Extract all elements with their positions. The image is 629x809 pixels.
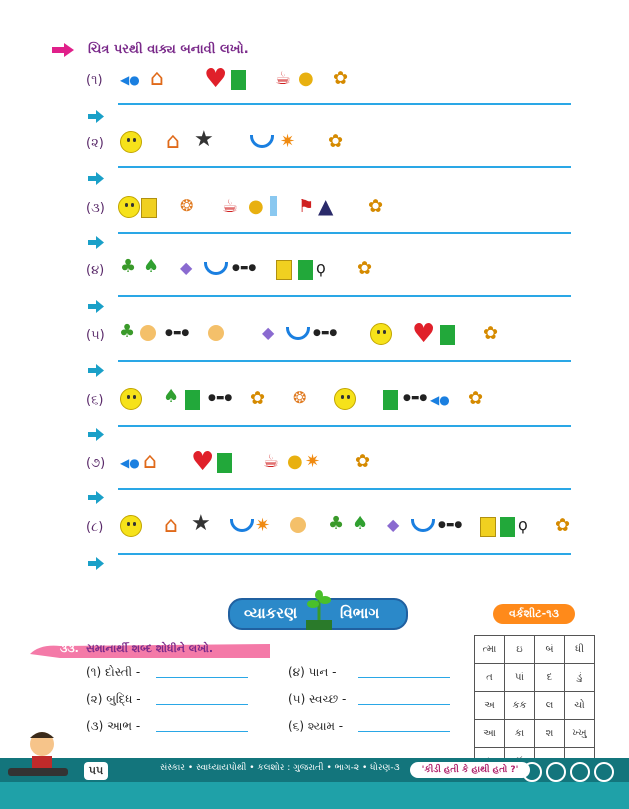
- house-icon: ⌂: [150, 66, 164, 91]
- synonym-word: (૨) બુદ્ધિ -: [86, 692, 141, 706]
- house-icon: ⌂: [164, 513, 178, 538]
- grid-cell[interactable]: ત: [475, 664, 505, 692]
- heart-icon: ♥: [412, 319, 436, 349]
- candle-icon: [270, 196, 277, 216]
- flower-icon: ✿: [250, 388, 266, 409]
- triangle-icon: ▲: [318, 194, 334, 218]
- synonym-word: (૩) આભ -: [86, 719, 141, 733]
- face-icon: [290, 517, 306, 533]
- question-number: ૩૩.: [60, 642, 79, 655]
- glasses-icon: ●▬●: [438, 520, 463, 530]
- mango-icon: ●: [298, 68, 314, 89]
- synonym-word: (૧) દોસ્તી -: [86, 665, 141, 679]
- banner-right-text: વિભાગ: [340, 604, 380, 622]
- glasses-icon: ●▬●: [313, 328, 338, 338]
- face-icon: [140, 325, 156, 341]
- sparkle-icon: ✷: [305, 451, 321, 472]
- moon-icon: [250, 135, 274, 148]
- answer-line[interactable]: [118, 360, 571, 362]
- top-icon: ◆: [180, 258, 193, 277]
- grid-cell[interactable]: ખ્ખુ: [565, 720, 595, 748]
- answer-line[interactable]: [118, 103, 571, 105]
- balloon-icon: ϙ: [316, 258, 326, 277]
- face-icon: [208, 325, 224, 341]
- grid-cell[interactable]: ધી: [565, 636, 595, 664]
- answer-line[interactable]: [118, 232, 571, 234]
- grid-cell[interactable]: લ: [535, 692, 565, 720]
- tree-icon: ♣: [328, 513, 345, 534]
- arrow-right-icon: [88, 428, 104, 441]
- glasses-icon: ●▬●: [232, 263, 257, 273]
- item-number: (૩): [86, 201, 105, 216]
- word-grid: [474, 635, 595, 776]
- star-icon: ★: [191, 511, 211, 536]
- moon-icon: [411, 519, 435, 532]
- arrow-right-icon: [88, 557, 104, 570]
- bubbles-decoration: [520, 760, 629, 784]
- cup-icon: ☕: [263, 451, 280, 472]
- synonym-answer-line[interactable]: [358, 677, 450, 678]
- plant-book-icon: [304, 590, 334, 632]
- moon-icon: [230, 519, 254, 532]
- item-number: (૭): [86, 456, 106, 471]
- grid-cell[interactable]: ચો: [565, 692, 595, 720]
- moon-icon: [204, 262, 228, 275]
- smiley-icon: [120, 388, 142, 410]
- answer-line[interactable]: [118, 166, 571, 168]
- flower-icon: ✿: [468, 388, 484, 409]
- glasses-icon: ●▬●: [165, 328, 190, 338]
- grid-row: [475, 692, 595, 720]
- grid-cell[interactable]: આ: [475, 720, 505, 748]
- glasses-icon: ●▬●: [403, 393, 428, 403]
- item-number: (૨): [86, 136, 104, 151]
- green-square-icon: [231, 70, 246, 90]
- tree-icon: ♣: [119, 321, 136, 342]
- balloon-icon: ϙ: [518, 515, 528, 534]
- smiley-icon: [334, 388, 356, 410]
- cup-icon: ☕: [275, 68, 292, 89]
- boy-mascot-icon: [8, 728, 78, 788]
- fish-icon: ◀●: [120, 456, 140, 470]
- grammar-section-banner: [228, 598, 408, 630]
- sweet-icon: ❂: [293, 388, 307, 407]
- grid-row: [475, 636, 595, 664]
- grid-cell[interactable]: ડું: [565, 664, 595, 692]
- green-square-icon: [440, 325, 455, 345]
- item-number: (૮): [86, 520, 104, 535]
- moon-icon: [286, 327, 310, 340]
- synonym-answer-line[interactable]: [156, 704, 248, 705]
- sweet-icon: ❂: [180, 196, 194, 215]
- mango-icon: ●: [248, 196, 264, 217]
- smiley-icon: [370, 323, 392, 345]
- flower-icon: ✿: [355, 451, 371, 472]
- grid-cell[interactable]: દ: [535, 664, 565, 692]
- arrow-right-icon: [52, 43, 74, 57]
- sparkle-icon: ✷: [255, 515, 271, 536]
- heart-icon: ♥: [191, 447, 215, 477]
- green-square-icon: [217, 453, 232, 473]
- arrow-right-icon: [88, 236, 104, 249]
- item-number: (૧): [86, 73, 103, 88]
- synonym-answer-line[interactable]: [358, 704, 450, 705]
- mango-icon: ●: [287, 451, 303, 472]
- heart-icon: ♥: [204, 64, 228, 94]
- green-square-icon: [500, 517, 515, 537]
- jar-icon: [276, 260, 292, 280]
- smiley-icon: [118, 196, 140, 218]
- arrow-right-icon: [88, 300, 104, 313]
- item-number: (૬): [86, 393, 104, 408]
- flower-icon: ✿: [333, 68, 349, 89]
- synonym-answer-line[interactable]: [156, 731, 248, 732]
- green-square-icon: [185, 390, 200, 410]
- star-icon: ★: [194, 127, 214, 152]
- grid-cell[interactable]: બં: [535, 636, 565, 664]
- arrow-right-icon: [88, 491, 104, 504]
- smiley-icon: [120, 131, 142, 153]
- synonym-word: (૪) પાન -: [288, 665, 337, 679]
- item-number: (૪): [86, 263, 105, 278]
- grid-cell[interactable]: શ: [535, 720, 565, 748]
- arrow-right-icon: [88, 172, 104, 185]
- fish-icon: ◀●: [120, 73, 140, 87]
- grid-cell[interactable]: અ: [475, 692, 505, 720]
- synonym-answer-line[interactable]: [358, 731, 450, 732]
- flower-icon: ✿: [483, 323, 499, 344]
- footer-slogan: 'કીડી હતી કે હાથી હતો ?': [410, 762, 530, 778]
- green-square-icon: [298, 260, 313, 280]
- glasses-icon: ●▬●: [208, 393, 233, 403]
- exercise-instruction: ચિત્ર પરથી વાક્ય બનાવી લખો.: [88, 42, 249, 57]
- grid-cell[interactable]: ઇ: [505, 636, 535, 664]
- leaf-icon: ♠: [143, 256, 160, 277]
- synonym-answer-line[interactable]: [156, 677, 248, 678]
- grid-cell[interactable]: કા: [505, 720, 535, 748]
- synonym-word: (૬) શ્યામ -: [288, 719, 344, 733]
- banner-left-text: વ્યાકરણ: [244, 604, 298, 622]
- grid-cell[interactable]: ત્મા: [475, 636, 505, 664]
- green-square-icon: [383, 390, 398, 410]
- arrow-right-icon: [88, 110, 104, 123]
- flower-icon: ✿: [555, 515, 571, 536]
- answer-line[interactable]: [118, 295, 571, 297]
- leaf-icon: ♠: [163, 386, 180, 407]
- answer-line[interactable]: [118, 553, 571, 555]
- fish-icon: ◀●: [430, 393, 450, 407]
- top-icon: ◆: [262, 323, 275, 342]
- grid-cell[interactable]: કક: [505, 692, 535, 720]
- question-instruction: સમાનાર્થી શબ્દ શોધીને લખો.: [86, 642, 214, 655]
- house-icon: ⌂: [166, 129, 180, 154]
- flower-icon: ✿: [368, 196, 384, 217]
- tree-icon: ♣: [120, 256, 137, 277]
- answer-line[interactable]: [118, 488, 571, 490]
- sparkle-icon: ✷: [280, 131, 296, 152]
- page-number: ૫૫: [84, 762, 108, 780]
- jar-icon: [141, 198, 157, 218]
- leaf-icon: ♠: [352, 513, 369, 534]
- answer-line[interactable]: [118, 425, 571, 427]
- worksheet-badge: વર્કશીટ-૧૩: [493, 604, 575, 624]
- top-icon: ◆: [387, 515, 400, 534]
- flower-icon: ✿: [328, 131, 344, 152]
- flag-icon: ⚑: [298, 196, 315, 217]
- arrow-right-icon: [88, 364, 104, 377]
- footer-text: સંસ્કાર • સ્વાધ્યાયપોથી • કલશોર : ગુજરાતી • ભાગ-૨ • ધોરણ-૩: [160, 763, 400, 773]
- synonym-word: (૫) સ્વચ્છ -: [288, 692, 347, 706]
- grid-row: [475, 720, 595, 748]
- grid-cell[interactable]: પાં: [505, 664, 535, 692]
- jar-icon: [480, 517, 496, 537]
- house-icon: ⌂: [143, 449, 157, 474]
- grid-row: [475, 664, 595, 692]
- item-number: (૫): [86, 328, 105, 343]
- smiley-icon: [120, 515, 142, 537]
- cup-icon: ☕: [222, 196, 239, 217]
- flower-icon: ✿: [357, 258, 373, 279]
